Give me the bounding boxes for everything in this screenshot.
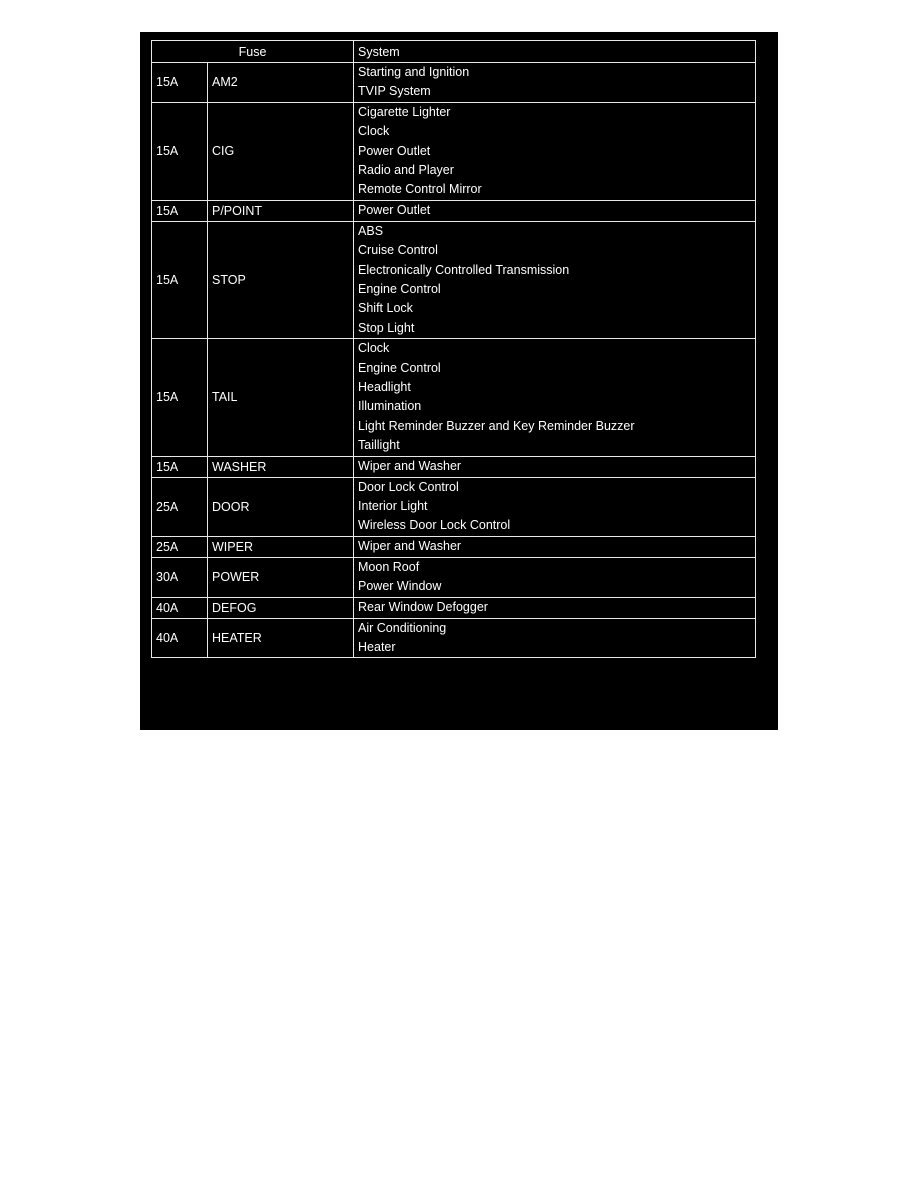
system-item: Clock [358,124,390,139]
system-item: Power Outlet [358,203,431,218]
system-item: Clock [358,341,390,356]
fuse-amperage: 15A [152,200,208,221]
fuse-systems [354,477,756,536]
system-item: Radio and Player [358,162,454,177]
system-item: Power Outlet [358,143,431,158]
fuse-amperage: 30A [152,557,208,597]
fuse-systems [354,456,756,477]
fuse-name: AM2 [208,63,354,103]
system-item: Power Window [358,579,442,594]
system-item: Wiper and Washer [358,539,462,554]
fuse-name: STOP [208,221,354,338]
table-body [152,63,756,658]
system-item: Remote Control Mirror [358,182,482,197]
fuse-name: DEFOG [208,597,354,618]
system-item: Wiper and Washer [358,458,462,473]
system-item: Interior Light [358,498,428,513]
fuse-systems [354,597,756,618]
fuse-name: WASHER [208,456,354,477]
table-row [152,557,756,597]
fuse-name: P/POINT [208,200,354,221]
fuse-amperage: 15A [152,339,208,456]
system-item: Cruise Control [358,243,438,258]
fuse-systems [354,102,756,200]
table-header-row [152,41,756,63]
table-row [152,221,756,338]
fuse-systems [354,618,756,658]
fuse-amperage: 25A [152,536,208,557]
fuse-amperage: 25A [152,477,208,536]
system-item: Rear Window Defogger [358,599,488,614]
system-item: Door Lock Control [358,479,459,494]
header-system: System [354,41,756,63]
table-row [152,597,756,618]
fuse-name: CIG [208,102,354,200]
fuse-systems [354,557,756,597]
system-item: TVIP System [358,84,431,99]
table-row [152,200,756,221]
fuse-amperage: 40A [152,597,208,618]
fuse-table [151,40,756,658]
system-item: Illumination [358,399,422,414]
table-row [152,102,756,200]
fuse-name: DOOR [208,477,354,536]
fuse-amperage: 15A [152,102,208,200]
table-row [152,339,756,456]
fuse-amperage: 40A [152,618,208,658]
system-item: Engine Control [358,360,441,375]
system-item: Cigarette Lighter [358,104,451,119]
table-row [152,536,756,557]
system-item: ABS [358,223,384,238]
fuse-amperage: 15A [152,221,208,338]
fuse-name: WIPER [208,536,354,557]
fuse-systems [354,63,756,103]
system-item: Electronically Controlled Transmission [358,262,570,277]
table-row [152,63,756,103]
fuse-name: POWER [208,557,354,597]
fuse-name: TAIL [208,339,354,456]
system-item: Air Conditioning [358,620,447,635]
fuse-systems [354,221,756,338]
fuse-systems [354,339,756,456]
system-item: Moon Roof [358,559,420,574]
fuse-amperage: 15A [152,63,208,103]
system-item: Heater [358,639,396,654]
system-item: Stop Light [358,320,415,335]
system-item: Shift Lock [358,301,413,316]
fuse-name: HEATER [208,618,354,658]
system-item: Wireless Door Lock Control [358,518,511,533]
system-item: Headlight [358,379,411,394]
fuse-systems [354,200,756,221]
system-item: Engine Control [358,281,441,296]
system-item: Light Reminder Buzzer and Key Reminder Buzzer [358,418,635,433]
header-fuse: Fuse [152,41,354,63]
fuse-systems [354,536,756,557]
table-row [152,477,756,536]
system-item: Starting and Ignition [358,65,470,79]
system-item: Taillight [358,438,400,453]
fuse-amperage: 15A [152,456,208,477]
fuse-table-panel [140,32,778,730]
table-row [152,618,756,658]
table-row [152,456,756,477]
